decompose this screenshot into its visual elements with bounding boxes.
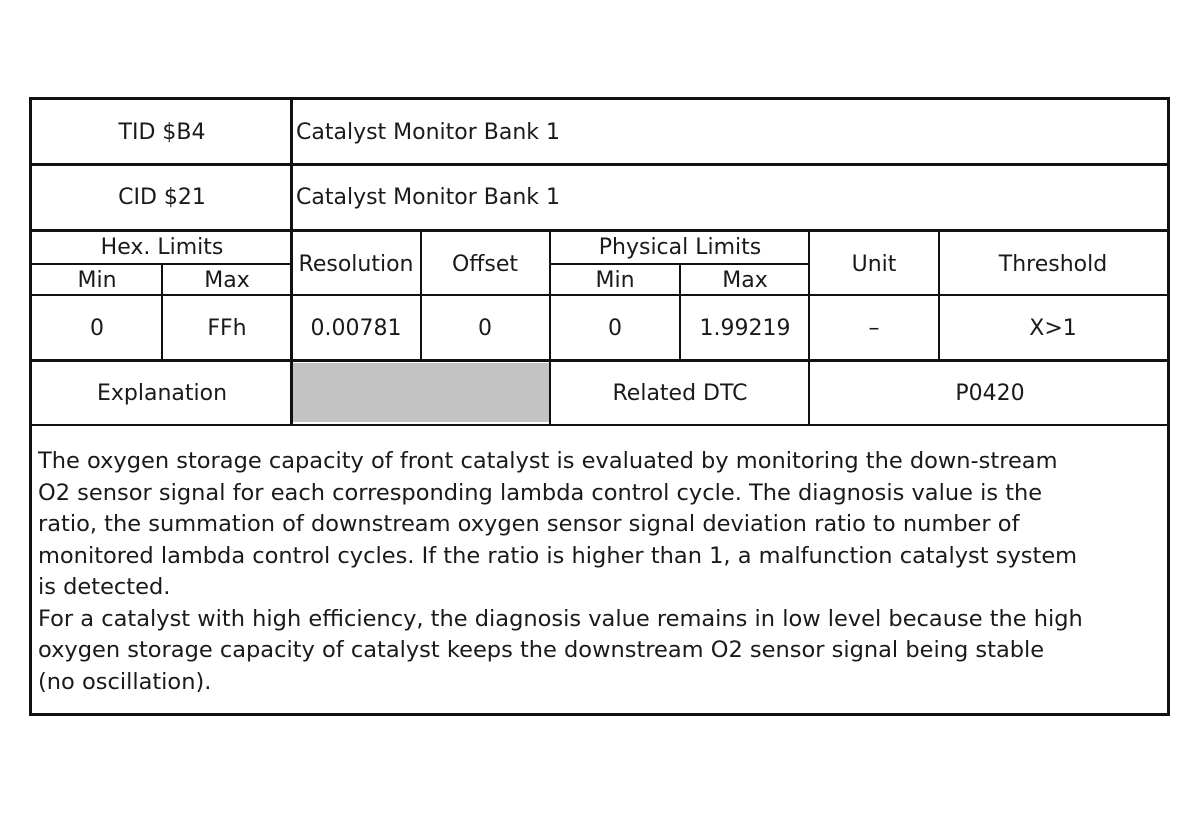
hex-min-header: Min — [77, 268, 117, 293]
row-divider — [32, 294, 1167, 296]
col-divider — [679, 264, 681, 360]
cid-value: Catalyst Monitor Bank 1 — [296, 185, 561, 210]
row-divider — [32, 229, 1167, 232]
related-dtc-label: Related DTC — [612, 381, 748, 406]
hex-limits-header: Hex. Limits — [100, 235, 224, 260]
unit-value: – — [868, 316, 880, 341]
unit-header: Unit — [851, 252, 897, 277]
threshold-value: X>1 — [1029, 316, 1077, 341]
threshold-header: Threshold — [998, 252, 1108, 277]
description-paragraph-1: The oxygen storage capacity of front catalyst is evaluated by monitoring the down-stream O2 sensor signal for each corresponding lambda control cycle. The diagnosis value is the ratio, the summation of downstream oxygen sensor signal deviation ratio to number of monitored lambda control cycles. If the ratio is higher than 1, a malfunction catalyst system is detected. — [38, 448, 1078, 600]
hex-min-value: 0 — [90, 316, 104, 341]
row-divider — [32, 359, 1167, 362]
phys-min-value: 0 — [608, 316, 622, 341]
resolution-value: 0.00781 — [310, 316, 402, 341]
phys-max-value: 1.99219 — [699, 316, 791, 341]
row-divider — [32, 163, 1167, 166]
row-divider — [32, 424, 1167, 426]
col-divider — [808, 231, 810, 425]
tid-label: TID $B4 — [118, 120, 206, 145]
offset-value: 0 — [478, 316, 492, 341]
explanation-empty-cell — [292, 363, 549, 422]
description-paragraph-2: For a catalyst with high efficiency, the diagnosis value remains in low level because the high oxygen storage capacity of catalyst keeps the downstream O2 sensor signal being stable (no oscillation). — [38, 605, 1083, 695]
hex-max-value: FFh — [207, 316, 247, 341]
tid-value: Catalyst Monitor Bank 1 — [296, 120, 561, 145]
col-divider — [938, 231, 940, 360]
resolution-header: Resolution — [298, 252, 414, 277]
col-divider — [420, 231, 422, 360]
col-divider — [161, 264, 163, 360]
description-block — [38, 446, 1164, 698]
col-divider — [549, 231, 551, 425]
physical-limits-header: Physical Limits — [598, 235, 762, 260]
offset-header: Offset — [451, 252, 519, 277]
phys-max-header: Max — [722, 268, 768, 293]
phys-min-header: Min — [595, 268, 635, 293]
related-dtc-value: P0420 — [955, 381, 1025, 406]
catalyst-monitor-table — [29, 97, 1170, 716]
explanation-label: Explanation — [96, 381, 228, 406]
cid-label: CID $21 — [118, 185, 206, 210]
col-divider — [290, 100, 293, 425]
hex-max-header: Max — [204, 268, 250, 293]
